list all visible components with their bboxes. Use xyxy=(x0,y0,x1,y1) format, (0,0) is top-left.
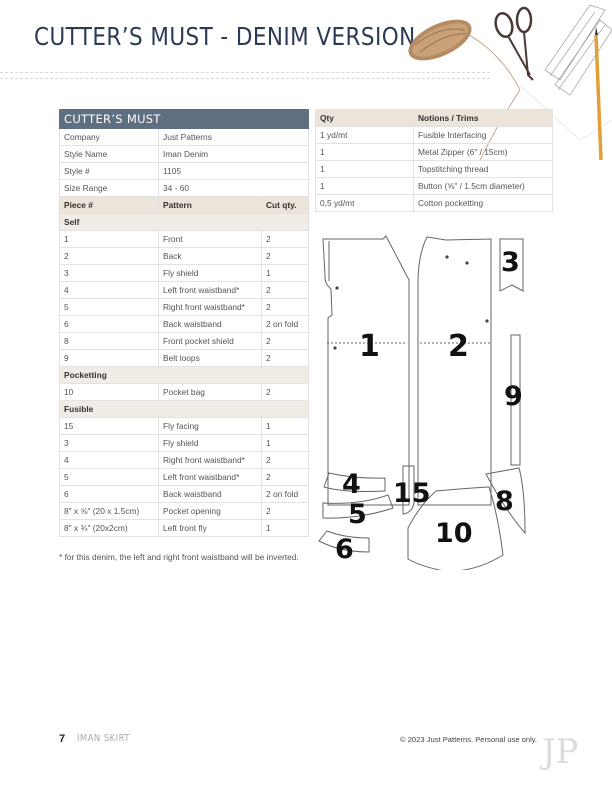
column-header-piece: Piece # xyxy=(60,197,159,214)
cut-quantity: 2 xyxy=(262,384,309,401)
piece-number: 1 xyxy=(60,231,159,248)
section-header xyxy=(60,214,309,231)
cut-quantity: 2 xyxy=(262,452,309,469)
table-row xyxy=(316,161,553,178)
notion-name: Button (⅝" / 1.5cm diameter) xyxy=(414,178,553,195)
notion-name: Topstitching thread xyxy=(414,161,553,178)
notions-table xyxy=(315,109,553,212)
notion-qty: 1 xyxy=(316,144,414,161)
cut-quantity: 2 xyxy=(262,299,309,316)
cut-quantity: 1 xyxy=(262,435,309,452)
piece-number: 2 xyxy=(60,248,159,265)
piece-number: 8 xyxy=(60,333,159,350)
piece-back-outline xyxy=(418,237,491,505)
piece-label: 10 xyxy=(435,518,473,549)
notion-qty: 0,5 yd/mt xyxy=(316,195,414,212)
cutters-must-table xyxy=(59,109,309,537)
info-label: Company xyxy=(60,129,159,146)
table-row xyxy=(60,316,309,333)
cut-quantity: 2 on fold xyxy=(262,316,309,333)
info-row xyxy=(60,146,309,163)
cut-quantity: 2 xyxy=(262,350,309,367)
piece-number: 6 xyxy=(60,316,159,333)
piece-number: 4 xyxy=(60,452,159,469)
info-row xyxy=(60,180,309,197)
info-row xyxy=(60,129,309,146)
section-header xyxy=(60,401,309,418)
piece-number: 8" x ⅝" (20 x 1.5cm) xyxy=(60,503,159,520)
pattern-name: Back xyxy=(159,248,262,265)
piece-label: 4 xyxy=(342,469,361,500)
column-header-pattern: Pattern xyxy=(159,197,262,214)
piece-number: 4 xyxy=(60,282,159,299)
table-row xyxy=(60,265,309,282)
cut-quantity: 2 xyxy=(262,503,309,520)
section-title: Pocketting xyxy=(60,367,309,384)
table-row xyxy=(60,248,309,265)
pattern-name: Left front waistband* xyxy=(159,282,262,299)
pattern-name: Left front waistband* xyxy=(159,469,262,486)
piece-number: 8" x ¾" (20x2cm) xyxy=(60,520,159,537)
table-row xyxy=(60,384,309,401)
piece-number: 3 xyxy=(60,435,159,452)
table-row xyxy=(60,503,309,520)
piece-label: 3 xyxy=(501,247,520,278)
cut-quantity: 1 xyxy=(262,265,309,282)
cut-quantity: 1 xyxy=(262,520,309,537)
table-row xyxy=(60,452,309,469)
table-row xyxy=(60,231,309,248)
pattern-name: Belt loops xyxy=(159,350,262,367)
table-row xyxy=(316,144,553,161)
table-row xyxy=(60,435,309,452)
just-patterns-logo xyxy=(540,727,584,771)
info-value: Just Patterns xyxy=(159,129,309,146)
pattern-name: Right front waistband* xyxy=(159,452,262,469)
cut-quantity: 2 xyxy=(262,333,309,350)
table-row xyxy=(60,486,309,503)
piece-label: 8 xyxy=(495,486,514,517)
column-header-notions: Notions / Trims xyxy=(414,110,553,127)
info-value: 1105 xyxy=(159,163,309,180)
table-row xyxy=(60,469,309,486)
scissors-icon xyxy=(493,8,533,80)
piece-front-outline xyxy=(323,236,409,505)
table-row xyxy=(60,520,309,537)
piece-number: 9 xyxy=(60,350,159,367)
cut-quantity: 2 xyxy=(262,469,309,486)
info-row xyxy=(60,163,309,180)
notion-qty: 1 xyxy=(316,161,414,178)
cut-quantity: 1 xyxy=(262,418,309,435)
pattern-name: Left front fly xyxy=(159,520,262,537)
document-title: IMAN SKIRT xyxy=(77,733,130,744)
piece-number: 15 xyxy=(60,418,159,435)
section-title: Self xyxy=(60,214,309,231)
column-header-cut-qty: Cut qty. xyxy=(262,197,309,214)
page-number: 7 xyxy=(59,733,66,745)
cut-quantity: 2 xyxy=(262,248,309,265)
column-header-qty: Qty xyxy=(316,110,414,127)
table-row xyxy=(316,195,553,212)
pattern-pieces-diagram xyxy=(315,225,537,570)
piece-number: 6 xyxy=(60,486,159,503)
piece-label: 15 xyxy=(393,478,431,509)
piece-label: 6 xyxy=(335,534,354,565)
table-row xyxy=(316,127,553,144)
notion-qty: 1 yd/mt xyxy=(316,127,414,144)
piece-label: 1 xyxy=(359,329,380,364)
pencil-icon xyxy=(595,27,601,160)
pattern-name: Right front waistband* xyxy=(159,299,262,316)
cut-quantity: 2 on fold xyxy=(262,486,309,503)
copyright-notice: © 2023 Just Patterns. Personal use only. xyxy=(400,735,538,744)
section-header xyxy=(60,367,309,384)
table-row xyxy=(60,333,309,350)
pattern-name: Back waistband xyxy=(159,316,262,333)
info-label: Style Name xyxy=(60,146,159,163)
info-label: Size Range xyxy=(60,180,159,197)
pattern-name: Fly facing xyxy=(159,418,262,435)
notion-name: Fusible Interfacing xyxy=(414,127,553,144)
pattern-name: Fly shield xyxy=(159,265,262,282)
table-row xyxy=(60,299,309,316)
piece-number: 10 xyxy=(60,384,159,401)
piece-label: 9 xyxy=(504,381,523,412)
notion-name: Metal Zipper (6" / 15cm) xyxy=(414,144,553,161)
table-row xyxy=(316,178,553,195)
info-value: 34 - 60 xyxy=(159,180,309,197)
piece-label: 2 xyxy=(448,329,469,364)
info-value: Iman Denim xyxy=(159,146,309,163)
piece-number: 5 xyxy=(60,299,159,316)
page-title: CUTTER’S MUST - DENIM VERSION xyxy=(34,22,416,51)
logo-text: JP xyxy=(542,732,579,771)
info-label: Style # xyxy=(60,163,159,180)
pattern-name: Fly shield xyxy=(159,435,262,452)
piece-number: 3 xyxy=(60,265,159,282)
piece-label: 5 xyxy=(348,499,367,530)
cut-quantity: 2 xyxy=(262,282,309,299)
pattern-name: Front pocket shield xyxy=(159,333,262,350)
footnote: * for this denim, the left and right front waistband will be inverted. xyxy=(59,552,299,562)
cut-quantity: 2 xyxy=(262,231,309,248)
piece-number: 5 xyxy=(60,469,159,486)
table-row xyxy=(60,350,309,367)
pattern-name: Front xyxy=(159,231,262,248)
section-title: Fusible xyxy=(60,401,309,418)
table-row xyxy=(60,418,309,435)
pattern-name: Pocket bag xyxy=(159,384,262,401)
notion-name: Cotton pocketting xyxy=(414,195,553,212)
pattern-name: Pocket opening xyxy=(159,503,262,520)
table-row xyxy=(60,282,309,299)
notion-qty: 1 xyxy=(316,178,414,195)
cutters-must-title: CUTTER’S MUST xyxy=(60,110,309,129)
pattern-name: Back waistband xyxy=(159,486,262,503)
